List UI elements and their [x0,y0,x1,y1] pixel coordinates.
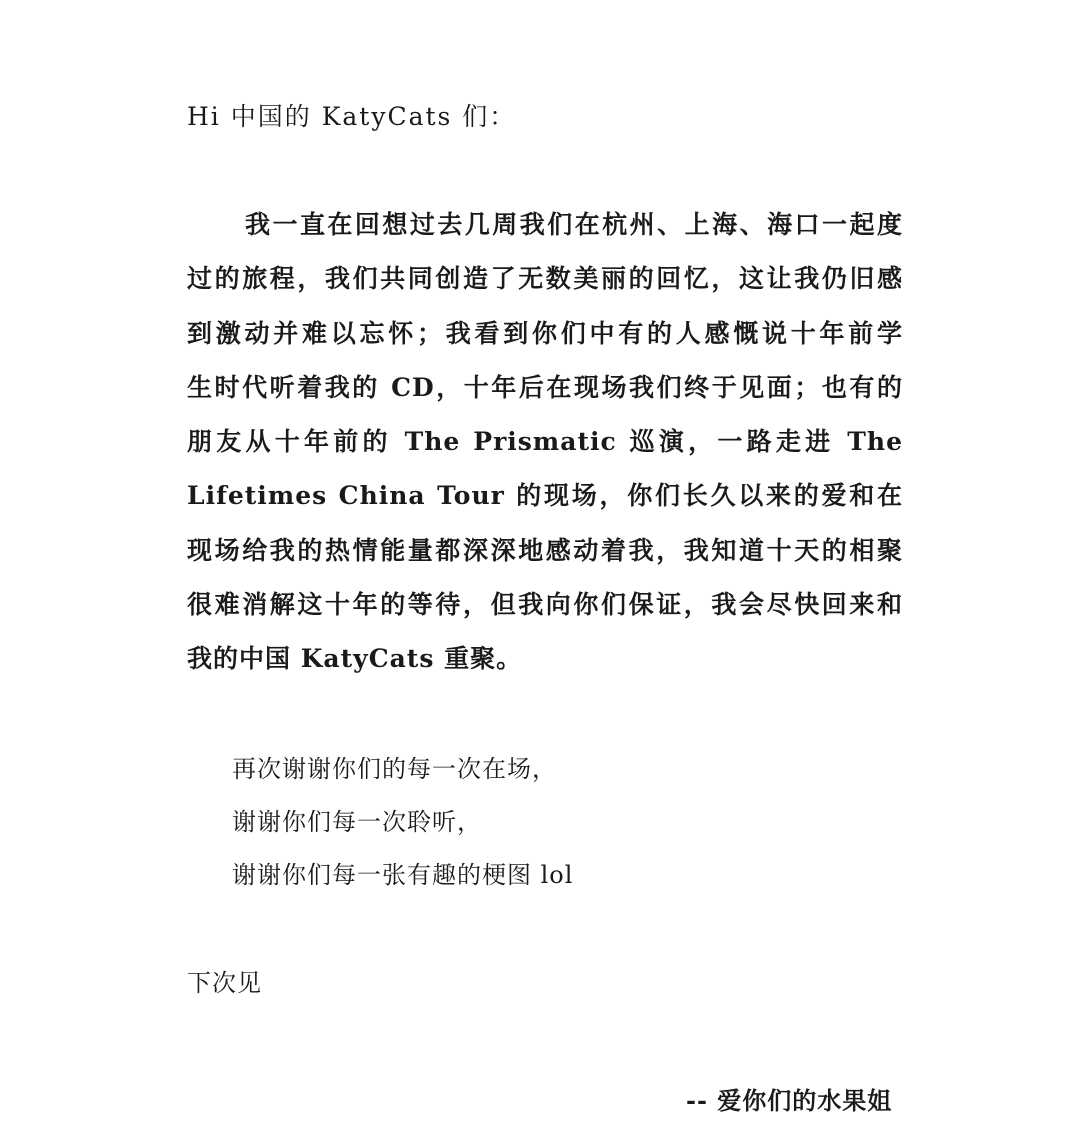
body-line: 到激动并难以忘怀；我看到你们中有的人感慨说十年前学 [187,319,903,348]
thanks-line: 谢谢你们每一次聆听， [232,808,482,836]
thanks-line: 谢谢你们每一张有趣的梗图 lol [232,861,574,889]
letter-closing: 下次见 [187,969,262,997]
body-line: 过的旅程，我们共同创造了无数美丽的回忆，这让我仍旧感 [187,264,903,293]
body-line: 我一直在回想过去几周我们在杭州、上海、海口一起度 [245,210,903,239]
body-line: 我的中国 KatyCats 重聚。 [187,644,523,673]
thanks-line: 再次谢谢你们的每一次在场， [232,755,557,783]
body-line: Lifetimes China Tour 的现场，你们长久以来的爱和在 [187,481,903,510]
body-line: 现场给我的热情能量都深深地感动着我，我知道十天的相聚 [187,536,903,565]
letter-signature: -- 爱你们的水果姐 [686,1086,893,1115]
body-line: 朋友从十年前的 The Prismatic 巡演，一路走进 The [187,427,903,456]
body-line: 生时代听着我的 CD，十年后在现场我们终于见面；也有的 [187,373,903,402]
letter-greeting: Hi 中国的 KatyCats 们： [187,102,517,131]
body-line: 很难消解这十年的等待，但我向你们保证，我会尽快回来和 [187,590,903,619]
